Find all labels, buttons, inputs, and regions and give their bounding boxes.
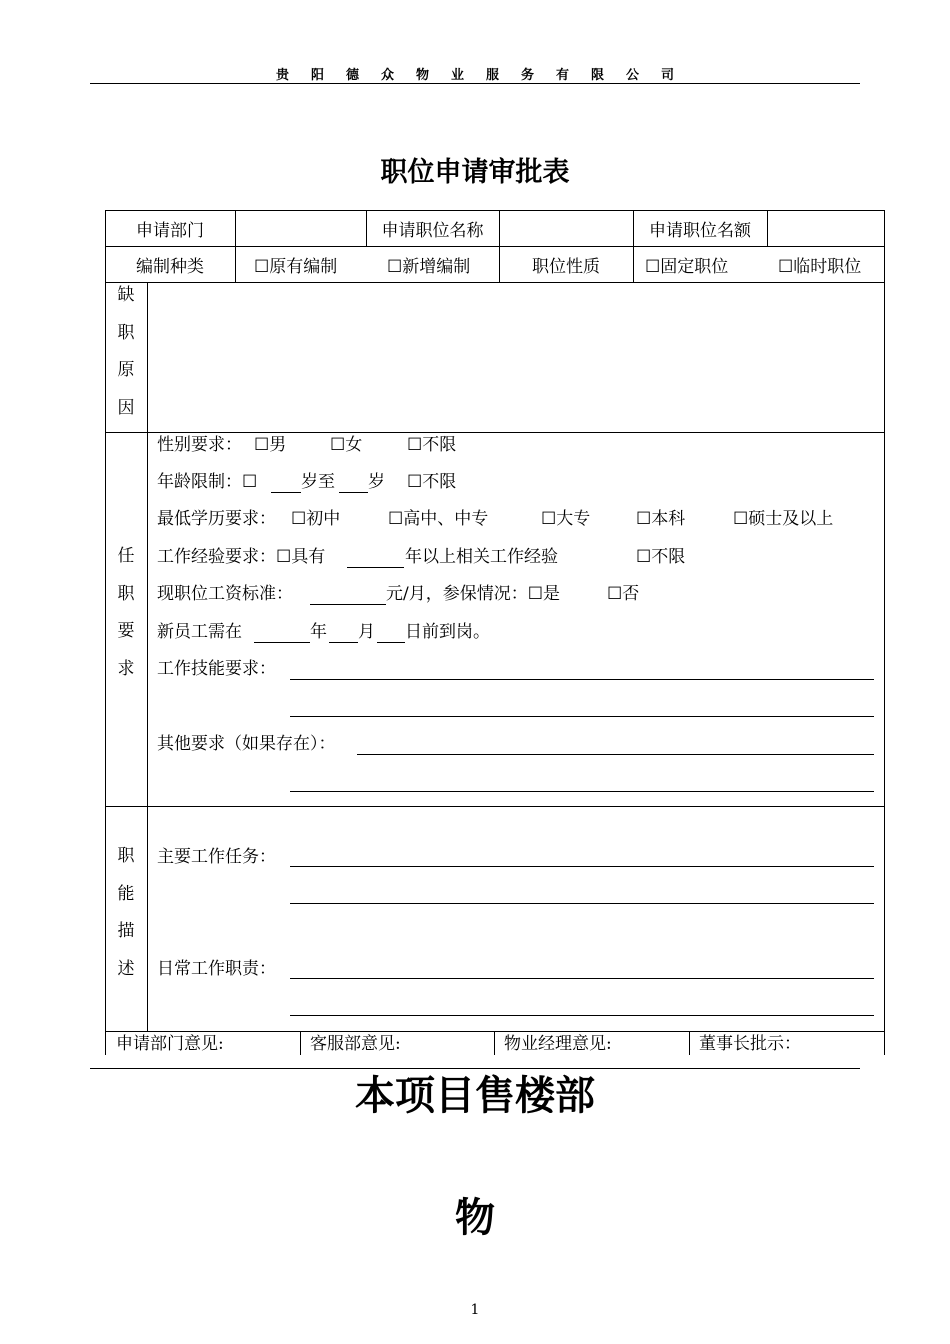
main-tasks-line[interactable] [290, 866, 874, 867]
label-char: 描 [117, 921, 135, 941]
checkbox-college[interactable]: ☐大专 [541, 509, 591, 529]
label-char: 任 [117, 546, 135, 566]
skills-line[interactable] [290, 679, 874, 680]
checkbox-new-staffing[interactable]: ☐新增编制 [387, 257, 471, 277]
position-nature-label: 职位性质 [532, 257, 600, 277]
label-char: 原 [117, 360, 135, 380]
checkbox-master-plus[interactable]: ☐硕士及以上 [733, 509, 834, 529]
label-char: 要 [117, 621, 135, 641]
other-requirements-line[interactable] [357, 754, 874, 755]
experience-years-blank[interactable] [347, 567, 404, 568]
age-to-text: 岁至 [301, 472, 335, 492]
label-char: 求 [117, 658, 135, 679]
salary-label: 现职位工资标准： [157, 584, 293, 604]
header-rule [90, 83, 860, 84]
apply-dept-label: 申请部门 [136, 221, 204, 241]
manager-opinion-label[interactable]: 物业经理意见: [504, 1034, 612, 1054]
start-month-blank[interactable] [329, 642, 358, 643]
other-requirements-label: 其他要求（如果存在）： [157, 734, 336, 754]
dept-opinion-label[interactable]: 申请部门意见: [116, 1034, 224, 1054]
job-functions-label [114, 838, 138, 988]
vacancy-reason-field[interactable] [148, 283, 884, 432]
start-day-blank[interactable] [377, 642, 405, 643]
apply-quota-field[interactable] [768, 211, 884, 246]
company-header: 贵阳德众物业服务有限公司 [275, 68, 696, 83]
checkbox-female[interactable]: ☐女 [330, 435, 363, 455]
gender-label: 性别要求： [157, 435, 242, 455]
job-requirements-label [114, 538, 138, 688]
row-divider [105, 1031, 885, 1032]
apply-quota-label: 申请职位名额 [649, 221, 751, 241]
label-char: 职 [117, 583, 135, 604]
daily-duties-label: 日常工作职责： [157, 959, 276, 979]
start-year-blank[interactable] [254, 642, 310, 643]
row-divider [105, 806, 885, 807]
checkbox-temp-position[interactable]: ☐临时职位 [778, 257, 862, 277]
row-divider [105, 432, 885, 433]
checkbox-existing-staffing[interactable]: ☐原有编制 [254, 257, 338, 277]
skills-label: 工作技能要求： [157, 659, 276, 679]
checkbox-fixed-position[interactable]: ☐固定职位 [645, 257, 729, 277]
form-title: 职位申请审批表 [380, 157, 570, 188]
age-label[interactable]: 年龄限制：☐ [157, 472, 258, 492]
main-tasks-label: 主要工作任务： [157, 847, 276, 867]
col-divider [689, 1031, 690, 1055]
salary-blank[interactable] [310, 604, 386, 605]
checkbox-high-school[interactable]: ☐高中、中专 [388, 509, 489, 529]
table-right-border [884, 210, 885, 1055]
checkbox-insurance-no[interactable]: ☐否 [607, 584, 640, 604]
apply-dept-field[interactable] [236, 211, 366, 246]
staffing-type-label: 编制种类 [136, 257, 204, 277]
checkbox-bachelor[interactable]: ☐本科 [636, 509, 686, 529]
other-requirements-line[interactable] [290, 791, 874, 792]
label-char: 职 [117, 322, 135, 343]
overflow-text-line1: 本项目售楼部 [355, 1072, 595, 1119]
label-char: 能 [117, 883, 135, 904]
col-divider [494, 1031, 495, 1055]
vacancy-reason-label [114, 277, 138, 427]
page-number: 1 [470, 1302, 480, 1318]
start-day-text: 日前到岗。 [405, 622, 490, 642]
overflow-text-line2: 物 [455, 1194, 495, 1241]
start-date-label: 新员工需在 [157, 622, 242, 642]
cs-opinion-label[interactable]: 客服部意见: [310, 1034, 401, 1054]
row-divider [105, 246, 885, 247]
daily-duties-line[interactable] [290, 1015, 874, 1016]
start-month-text: 月 [358, 622, 375, 642]
salary-insurance-text[interactable]: 元/月，参保情况：☐是 [386, 584, 560, 604]
apply-position-field[interactable] [500, 211, 633, 246]
label-char: 缺 [117, 285, 135, 305]
age-max-blank[interactable] [339, 492, 368, 493]
start-year-text: 年 [310, 622, 327, 642]
apply-position-label: 申请职位名称 [381, 221, 484, 241]
checkbox-age-any[interactable]: ☐不限 [407, 472, 457, 492]
label-char: 因 [117, 397, 135, 418]
chairman-instruction-label[interactable]: 董事长批示： [699, 1034, 801, 1054]
col-divider [300, 1031, 301, 1055]
main-tasks-line[interactable] [290, 903, 874, 904]
label-char: 职 [117, 846, 135, 866]
experience-label[interactable]: 工作经验要求：☐具有 [157, 547, 326, 567]
checkbox-experience-any[interactable]: ☐不限 [636, 547, 686, 567]
age-min-blank[interactable] [271, 492, 301, 493]
skills-line[interactable] [290, 716, 874, 717]
checkbox-gender-any[interactable]: ☐不限 [407, 435, 457, 455]
age-unit-text: 岁 [368, 472, 385, 492]
daily-duties-line[interactable] [290, 978, 874, 979]
education-label: 最低学历要求： [157, 509, 276, 529]
label-char: 述 [117, 958, 135, 979]
checkbox-junior-high[interactable]: ☐初中 [291, 509, 341, 529]
checkbox-male[interactable]: ☐男 [254, 435, 287, 455]
table-left-border [105, 210, 106, 1055]
experience-suffix: 年以上相关工作经验 [405, 547, 558, 567]
